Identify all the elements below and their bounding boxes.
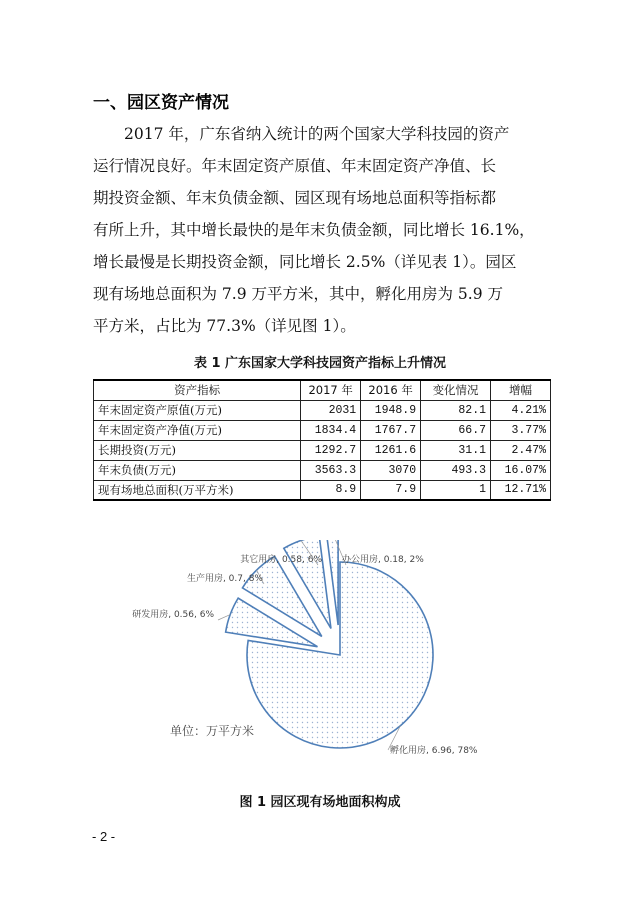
row-label: 现有场地总面积(万平方米) bbox=[94, 480, 301, 500]
table-row bbox=[94, 420, 551, 440]
cell-2016: 1261.6 bbox=[361, 440, 421, 460]
asset-indicator-table bbox=[93, 379, 551, 501]
cell-growth: 4.21% bbox=[491, 400, 551, 420]
header-change: 变化情况 bbox=[421, 380, 491, 400]
cell-change: 1 bbox=[421, 480, 491, 500]
cell-change: 66.7 bbox=[421, 420, 491, 440]
header-2016: 2016 年 bbox=[361, 380, 421, 400]
paragraph-line: 期投资金额、年末负债金额、园区现有场地总面积等指标都 bbox=[93, 189, 497, 207]
pie-data-label: 其它用房, 0.58, 6% bbox=[240, 555, 322, 565]
pie-data-label: 孵化用房, 6.96, 78% bbox=[390, 746, 478, 756]
table-header-row bbox=[94, 380, 551, 400]
cell-change: 82.1 bbox=[421, 400, 491, 420]
cell-2017: 1292.7 bbox=[301, 440, 361, 460]
table-row bbox=[94, 400, 551, 420]
cell-2016: 3070 bbox=[361, 460, 421, 480]
cell-2017: 2031 bbox=[301, 400, 361, 420]
cell-growth: 2.47% bbox=[491, 440, 551, 460]
paragraph-line: 2017 年，广东省纳入统计的两个国家大学科技园的资产 bbox=[124, 125, 510, 143]
cell-2016: 1767.7 bbox=[361, 420, 421, 440]
paragraph-line: 增长最慢是长期投资金额，同比增长 2.5%（详见表 1）。园区 bbox=[93, 253, 517, 271]
page-number: - 2 - bbox=[92, 829, 116, 844]
figure-caption: 图 1 园区现有场地面积构成 bbox=[239, 795, 401, 810]
row-label: 年末固定资产净值(万元) bbox=[94, 420, 301, 440]
unit-note: 单位：万平方米 bbox=[170, 724, 255, 738]
cell-2016: 1948.9 bbox=[361, 400, 421, 420]
header-growth: 增幅 bbox=[491, 380, 551, 400]
row-label: 长期投资(万元) bbox=[94, 440, 301, 460]
cell-growth: 3.77% bbox=[491, 420, 551, 440]
paragraph-line: 现有场地总面积为 7.9 万平方米，其中，孵化用房为 5.9 万 bbox=[93, 285, 504, 303]
section-heading: 一、园区资产情况 bbox=[93, 93, 229, 113]
pie-chart bbox=[0, 540, 640, 780]
table-row bbox=[94, 460, 551, 480]
cell-change: 493.3 bbox=[421, 460, 491, 480]
cell-2016: 7.9 bbox=[361, 480, 421, 500]
table-row bbox=[94, 480, 551, 500]
header-indicator: 资产指标 bbox=[94, 380, 301, 400]
cell-2017: 8.9 bbox=[301, 480, 361, 500]
cell-growth: 12.71% bbox=[491, 480, 551, 500]
cell-2017: 1834.4 bbox=[301, 420, 361, 440]
row-label: 年末固定资产原值(万元) bbox=[94, 400, 301, 420]
cell-change: 31.1 bbox=[421, 440, 491, 460]
cell-growth: 16.07% bbox=[491, 460, 551, 480]
table-title: 表 1 广东国家大学科技园资产指标上升情况 bbox=[193, 356, 447, 371]
pie-data-label: 办公用房, 0.18, 2% bbox=[342, 555, 424, 565]
table-row bbox=[94, 440, 551, 460]
paragraph-line: 运行情况良好。年末固定资产原值、年末固定资产净值、长 bbox=[93, 157, 497, 175]
paragraph-line: 平方米，占比为 77.3%（详见图 1）。 bbox=[93, 317, 356, 335]
pie-data-label: 生产用房, 0.7, 8% bbox=[186, 574, 263, 584]
pie-data-label: 研发用房, 0.56, 6% bbox=[132, 610, 214, 620]
body-paragraph bbox=[93, 118, 553, 342]
cell-2017: 3563.3 bbox=[301, 460, 361, 480]
header-2017: 2017 年 bbox=[301, 380, 361, 400]
row-label: 年末负债(万元) bbox=[94, 460, 301, 480]
paragraph-line: 有所上升，其中增长最快的是年末负债金额，同比增长 16.1%， bbox=[93, 221, 535, 239]
